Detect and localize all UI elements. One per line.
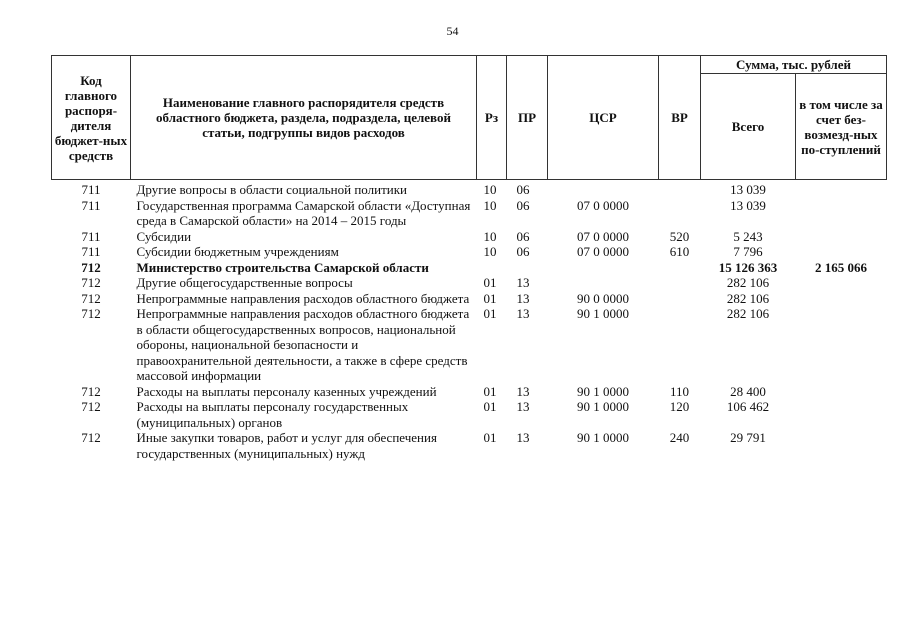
- header-csr: ЦСР: [548, 56, 659, 180]
- cell-rz: 01: [483, 430, 497, 445]
- cell-rz: 10: [483, 182, 497, 197]
- table-row: [52, 180, 887, 198]
- cell-total: 282 106: [726, 275, 770, 290]
- header-code: Код главного распоря-дителя бюджет-ных средств: [52, 56, 131, 180]
- table-header: [52, 56, 887, 180]
- cell-code: 712: [81, 399, 101, 414]
- table-row: [52, 399, 887, 430]
- cell-code: 711: [81, 244, 101, 259]
- cell-free: [796, 306, 887, 384]
- cell-name: Расходы на выплаты персоналу казенных учреждений: [136, 383, 437, 399]
- cell-total: 13 039: [730, 197, 766, 213]
- cell-pr: 13: [516, 399, 530, 414]
- table-row: [52, 384, 887, 400]
- table-row: [52, 260, 887, 276]
- cell-vr: [659, 198, 701, 229]
- table-row: [52, 291, 887, 307]
- cell-csr: 90 1 0000: [577, 306, 629, 321]
- cell-name: Государственная программа Самарской области «Доступная среда в Самарской области» на 2014 – 2015 годы: [136, 197, 471, 228]
- cell-code: 712: [81, 430, 101, 445]
- table-row: [52, 229, 887, 245]
- cell-pr: [507, 260, 548, 276]
- cell-free: [796, 399, 887, 430]
- cell-free: [796, 244, 887, 260]
- cell-csr: [548, 260, 659, 276]
- cell-total: 7 796: [733, 244, 763, 259]
- cell-rz: 10: [483, 228, 497, 244]
- cell-pr: 13: [516, 275, 530, 290]
- header-free: в том числе за счет без-возмезд-ных по-ступлений: [796, 74, 887, 180]
- cell-rz: 10: [483, 244, 497, 259]
- cell-name: Министерство строительства Самарской области: [136, 259, 429, 275]
- cell-pr: 13: [516, 306, 530, 321]
- cell-free: [796, 229, 887, 245]
- table-body: [52, 180, 887, 462]
- cell-vr: 240: [669, 430, 690, 445]
- cell-csr: 07 0 0000: [577, 197, 629, 213]
- cell-total: 5 243: [733, 228, 763, 244]
- cell-code: 712: [81, 383, 101, 399]
- cell-rz: 01: [483, 290, 497, 306]
- cell-free: [796, 275, 887, 291]
- cell-pr: 13: [516, 383, 530, 399]
- cell-csr: [548, 180, 659, 198]
- page-number: 54: [446, 24, 459, 38]
- cell-rz: [477, 260, 507, 276]
- cell-vr: [659, 180, 701, 198]
- cell-total: 29 791: [730, 430, 766, 445]
- cell-rz: 01: [483, 399, 497, 414]
- table-row: [52, 198, 887, 229]
- cell-vr: [659, 291, 701, 307]
- cell-vr: 610: [669, 244, 690, 259]
- cell-name: Непрограммные направления расходов областного бюджета в области общегосударственных вопросов, национальной обороны, национальной безопасности и правоохранительной деятельности, а также в сфере средств массовой информации: [136, 306, 470, 383]
- cell-rz: 10: [483, 197, 497, 213]
- cell-vr: [659, 306, 701, 384]
- cell-total: 106 462: [726, 399, 770, 414]
- cell-name: Непрограммные направления расходов областного бюджета: [136, 290, 470, 306]
- cell-csr: 90 0 0000: [577, 290, 629, 306]
- cell-pr: 13: [516, 430, 530, 445]
- cell-pr: 06: [516, 182, 530, 197]
- header-pr: ПР: [507, 56, 548, 180]
- cell-code: 711: [81, 228, 101, 244]
- table-row: [52, 244, 887, 260]
- table-row: [52, 430, 887, 461]
- cell-rz: 01: [483, 306, 497, 321]
- cell-total: 15 126 363: [718, 259, 778, 275]
- table-row: [52, 306, 887, 384]
- cell-name: Расходы на выплаты персоналу государственных (муниципальных) органов: [136, 399, 409, 430]
- cell-code: 712: [81, 306, 101, 321]
- budget-table: [51, 55, 887, 461]
- cell-csr: 07 0 0000: [577, 244, 629, 259]
- cell-vr: [659, 275, 701, 291]
- cell-total: 282 106: [726, 290, 770, 306]
- cell-csr: [548, 275, 659, 291]
- cell-csr: 07 0 0000: [577, 228, 629, 244]
- cell-free: [796, 291, 887, 307]
- cell-csr: 90 1 0000: [577, 430, 629, 445]
- cell-code: 712: [81, 275, 101, 290]
- cell-code: 712: [81, 259, 101, 275]
- cell-free: [796, 198, 887, 229]
- cell-pr: 06: [516, 228, 530, 244]
- cell-free: 2 165 066: [815, 259, 867, 275]
- cell-total: 282 106: [726, 306, 770, 321]
- cell-name: Субсидии бюджетным учреждениям: [136, 244, 339, 259]
- cell-pr: 13: [516, 290, 530, 306]
- cell-pr: 06: [516, 244, 530, 259]
- cell-name: Другие общегосударственные вопросы: [136, 275, 353, 290]
- cell-code: 711: [81, 197, 101, 213]
- header-name: Наименование главного распорядителя средств областного бюджета, раздела, подраздела, целевой статьи, подгруппы видов расходов: [131, 56, 477, 180]
- table-row: [52, 275, 887, 291]
- header-vr: ВР: [659, 56, 701, 180]
- cell-name: Другие вопросы в области социальной политики: [136, 182, 407, 197]
- cell-vr: 110: [669, 383, 690, 399]
- header-total: Всего: [701, 74, 796, 180]
- cell-rz: 01: [483, 275, 497, 290]
- cell-name: Субсидии: [136, 228, 192, 244]
- cell-pr: 06: [516, 197, 530, 213]
- header-sum: Сумма, тыс. рублей: [701, 56, 887, 74]
- cell-vr: 520: [669, 228, 690, 244]
- cell-code: 712: [81, 290, 101, 306]
- cell-free: [796, 180, 887, 198]
- cell-total: 28 400: [730, 383, 766, 399]
- cell-free: [796, 430, 887, 461]
- cell-free: [796, 384, 887, 400]
- cell-code: 711: [81, 182, 101, 197]
- cell-name: Иные закупки товаров, работ и услуг для обеспечения государственных (муниципальных) нужд: [136, 430, 437, 461]
- cell-total: 13 039: [730, 182, 766, 197]
- cell-vr: [659, 260, 701, 276]
- cell-csr: 90 1 0000: [577, 399, 629, 414]
- cell-csr: 90 1 0000: [577, 383, 629, 399]
- cell-vr: 120: [669, 399, 690, 414]
- cell-rz: 01: [483, 383, 497, 399]
- header-rz: Рз: [477, 56, 507, 180]
